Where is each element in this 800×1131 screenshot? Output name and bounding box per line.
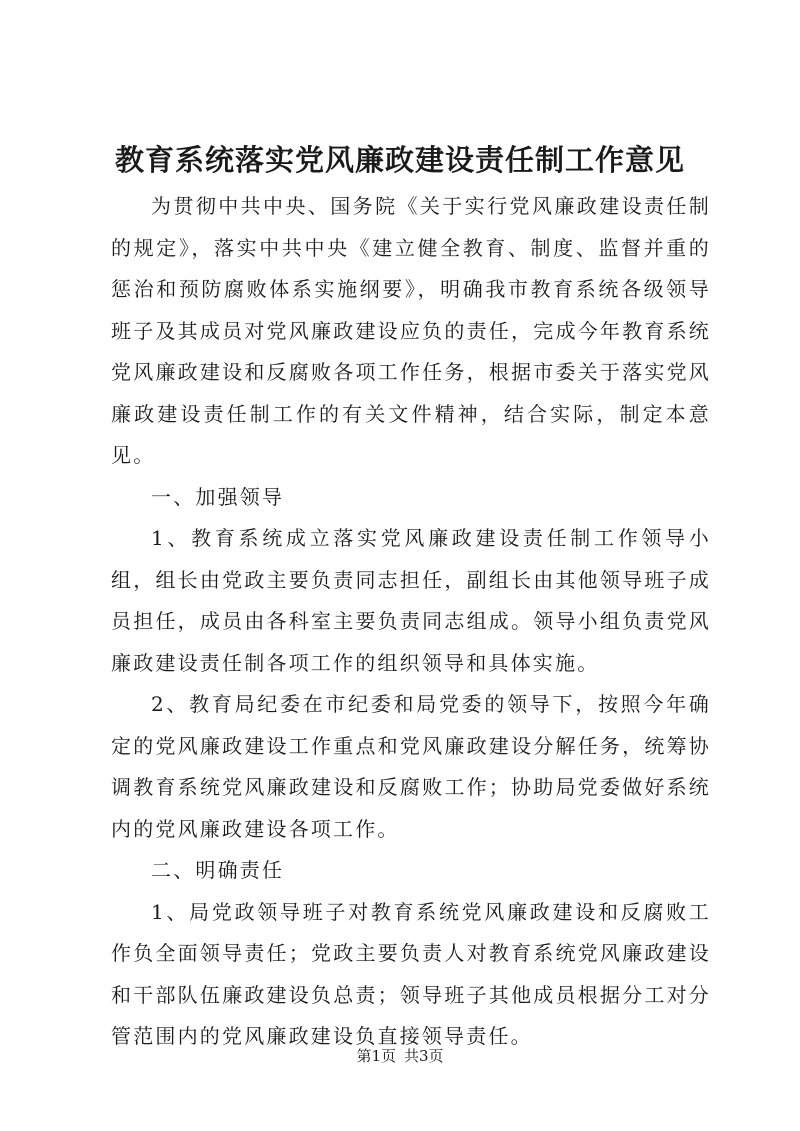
section-heading-2: 二、明确责任 xyxy=(151,858,285,882)
page-total: 共3页 xyxy=(404,1047,444,1065)
paragraph-intro: 为贯彻中共中央、国务院《关于实行党风廉政建设责任制的规定》，落实中共中央《建立健全教育、制度、监督并重的惩治和预防腐败体系实施纲要》，明确我市教育系统各级领导班子及其成员对党风廉政建设应负的责任，完成今年教育系统党风廉政建设和反腐败各项工作任务，根据市委关于落实党风廉政建设责任制工作的有关文件精神，结合实际，制定本意见。 xyxy=(111,194,711,467)
paragraph-1-1: 1、教育系统成立落实党风廉政建设责任制工作领导小组，组长由党政主要负责同志担任，副组长由其他领导班子成员担任，成员由各科室主要负责同志组成。领导小组负责党风廉政建设责任制各项工作的组织领导和具体实施。 xyxy=(111,526,711,675)
document-title: 教育系统落实党风廉政建设责任制工作意见 xyxy=(114,143,685,177)
paragraph-2-1: 1、局党政领导班子对教育系统党风廉政建设和反腐败工作负全面领导责任；党政主要负责人对教育系统党风廉政建设和干部队伍廉政建设负总责；领导班子其他成员根据分工对分管范围内的党风廉政建设负直接领导责任。 xyxy=(111,899,711,1048)
page-footer xyxy=(0,1046,800,1066)
document-body xyxy=(111,186,711,1058)
paragraph-1-2: 2、教育局纪委在市纪委和局党委的领导下，按照今年确定的党风廉政建设工作重点和党风廉政建设分解任务，统筹协调教育系统党风廉政建设和反腐败工作；协助局党委做好系统内的党风廉政建设各项工作。 xyxy=(111,692,711,841)
section-heading-1: 一、加强领导 xyxy=(151,484,285,509)
page-number: 第1页 xyxy=(356,1047,396,1065)
